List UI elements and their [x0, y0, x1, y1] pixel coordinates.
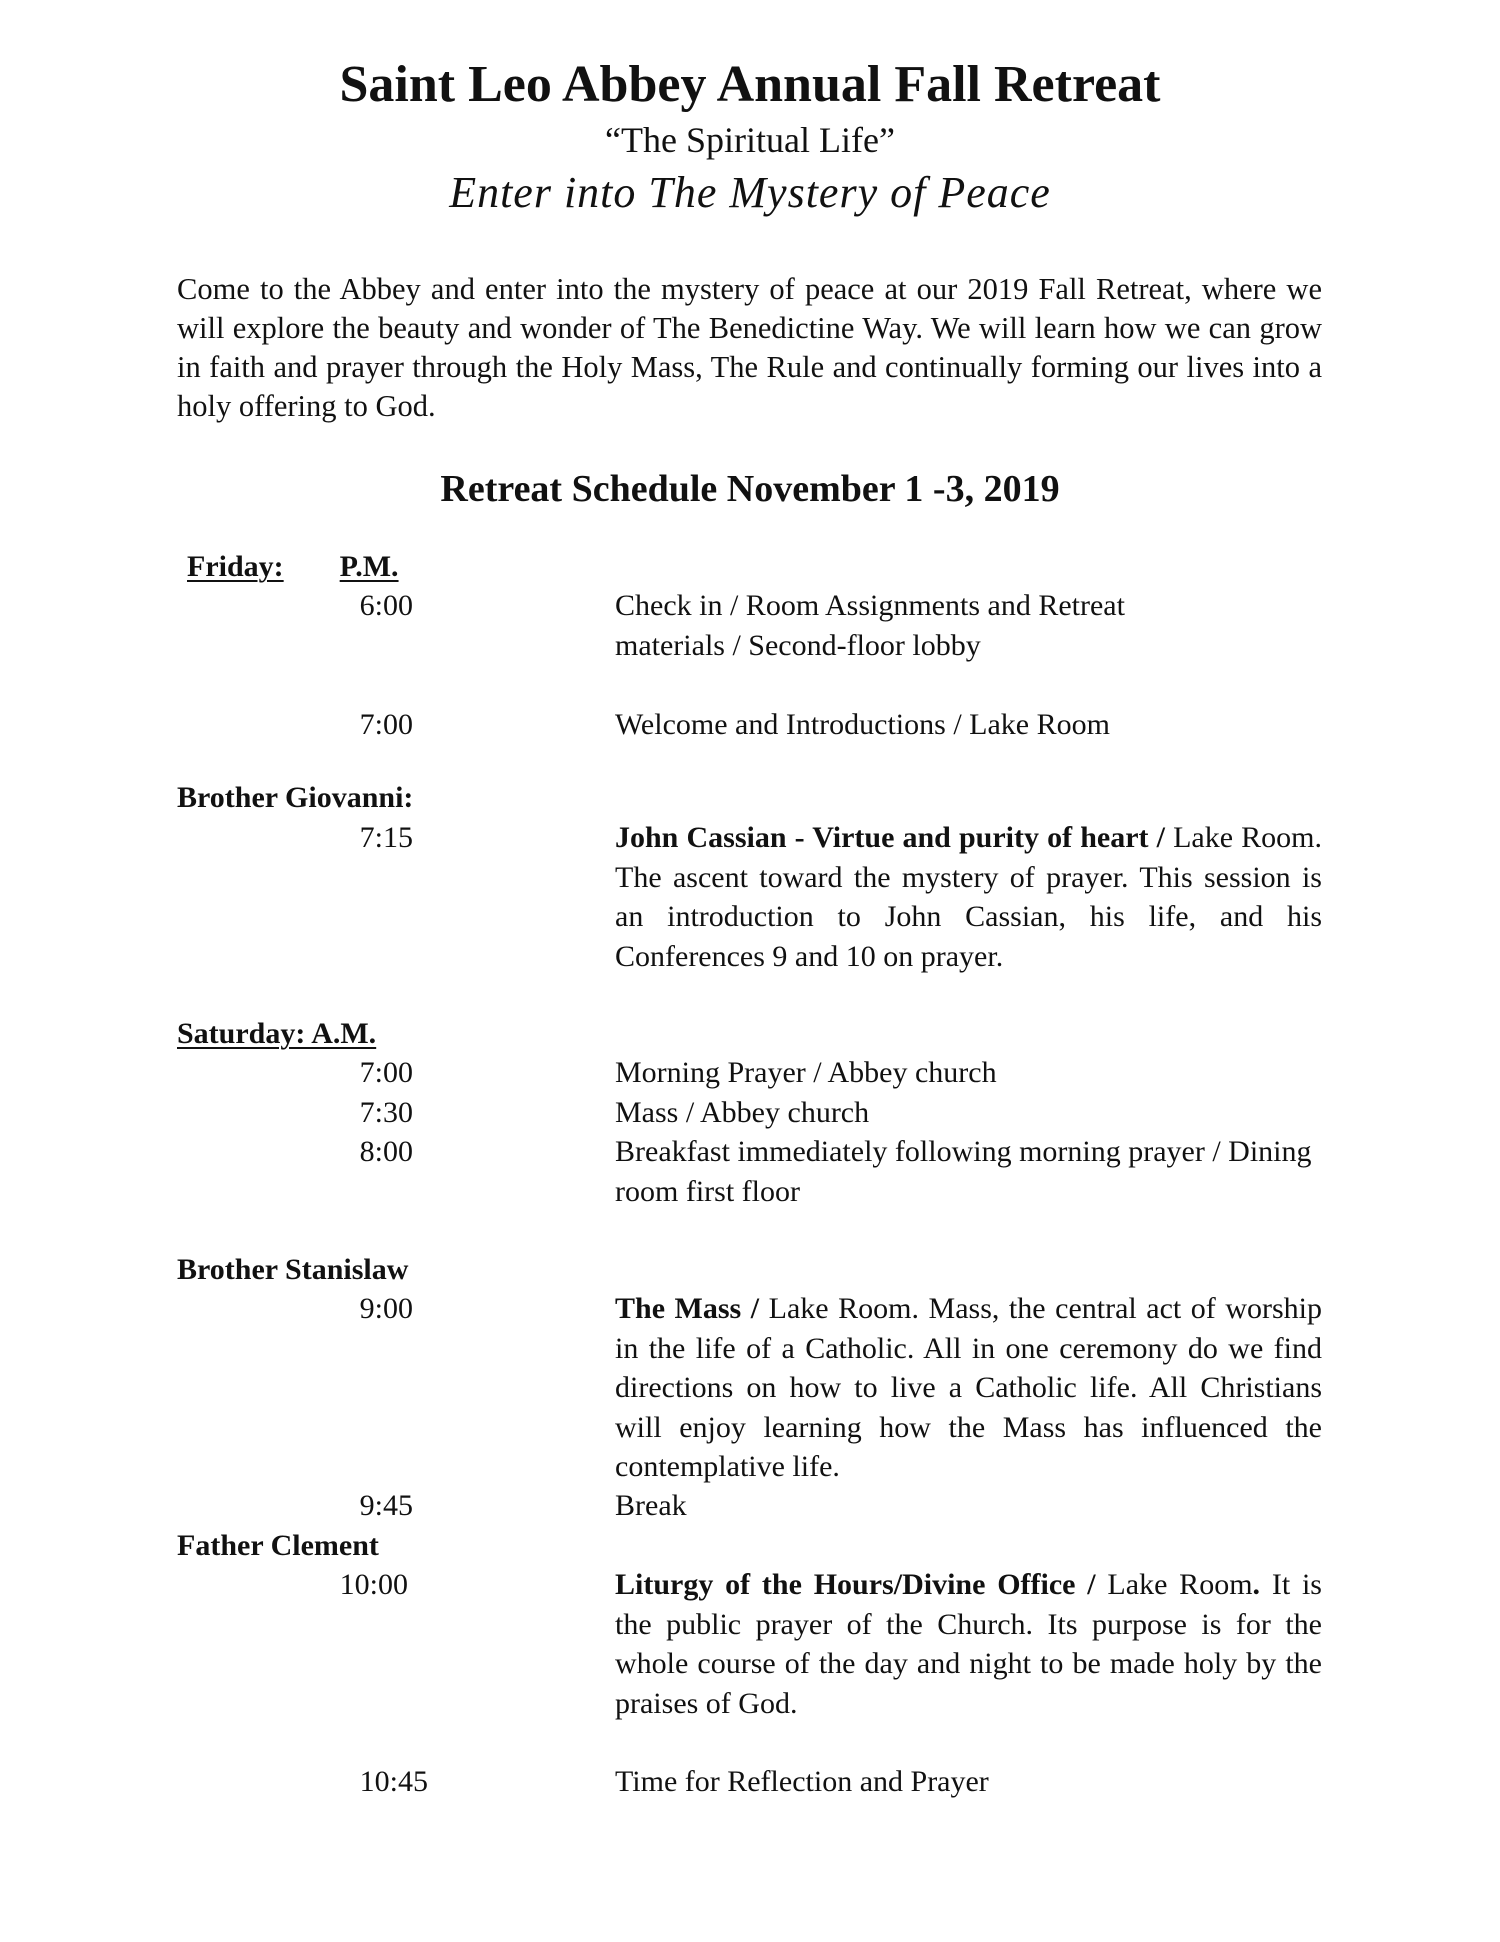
page-title: Saint Leo Abbey Annual Fall Retreat	[339, 56, 1161, 113]
clement-session-title: Liturgy of the Hours/Divine Office /	[615, 1568, 1096, 1601]
page-subtitle: “The Spiritual Life”	[605, 120, 895, 160]
stanislaw-time: 9:00	[359, 1292, 413, 1325]
break-desc: Break	[615, 1489, 687, 1522]
giovanni-session-desc: Lake Room. The ascent toward the mystery of prayer. This session is an introduction to John Cassian, his life, and his Conferences 9 and 10 on prayer.	[615, 821, 1322, 973]
saturday-label: Saturday: A.M.	[177, 1017, 377, 1050]
stanislaw-session	[615, 1289, 1322, 1487]
speaker-clement: Father Clement	[177, 1529, 379, 1562]
saturday-desc-1: Morning Prayer / Abbey church	[615, 1056, 997, 1089]
reflection-desc: Time for Reflection and Prayer	[615, 1765, 989, 1798]
clement-session-desc: It is the public prayer of the Church. Its purpose is for the whole course of the day and night to be made holy by the praises of God.	[615, 1568, 1322, 1720]
friday-desc-1: Check in / Room Assignments and Retreat materials / Second-floor lobby	[615, 589, 1125, 662]
saturday-time-2: 7:30	[359, 1096, 413, 1129]
page-tagline: Enter into The Mystery of Peace	[449, 168, 1051, 217]
schedule-title: Retreat Schedule November 1 -3, 2019	[440, 468, 1060, 510]
saturday-time-3: 8:00	[359, 1135, 413, 1168]
break-time: 9:45	[359, 1489, 413, 1522]
saturday-desc-2: Mass / Abbey church	[615, 1096, 870, 1129]
intro-paragraph	[177, 270, 1322, 426]
saturday-time-1: 7:00	[359, 1056, 413, 1089]
intro-text: Come to the Abbey and enter into the mystery of peace at our 2019 Fall Retreat, where we will explore the beauty and wonder of The Benedictine Way. We will learn how we can grow in faith and prayer through the Holy Mass, The Rule and continually forming our lives into a holy offering to God.	[177, 272, 1322, 423]
giovanni-time: 7:15	[359, 821, 413, 854]
friday-period: P.M.	[339, 550, 399, 583]
giovanni-session-title: John Cassian - Virtue and purity of heart /	[615, 821, 1165, 854]
friday-time-2: 7:00	[359, 708, 413, 741]
clement-time: 10:00	[339, 1568, 408, 1601]
friday-time-1: 6:00	[359, 589, 413, 622]
clement-session	[615, 1565, 1322, 1723]
friday-desc-2: Welcome and Introductions / Lake Room	[615, 708, 1110, 741]
clement-session-room: Lake Room	[1095, 1568, 1253, 1601]
stanislaw-session-desc: Lake Room. Mass, the central act of worship in the life of a Catholic. All in one ceremony do we find directions on how to live a Catholic life. All Christians will enjoy learning how the Mass has influenced the contemplative life.	[615, 1292, 1322, 1483]
stanislaw-session-title: The Mass /	[615, 1292, 760, 1325]
clement-session-period: .	[1252, 1568, 1261, 1601]
speaker-giovanni: Brother Giovanni:	[177, 781, 414, 814]
saturday-desc-3: Breakfast immediately following morning prayer / Dining room first floor	[615, 1135, 1312, 1208]
giovanni-session	[615, 818, 1322, 976]
speaker-stanislaw: Brother Stanislaw	[177, 1253, 409, 1286]
reflection-time: 10:45	[359, 1765, 428, 1798]
friday-label: Friday: P.M.	[187, 550, 399, 583]
